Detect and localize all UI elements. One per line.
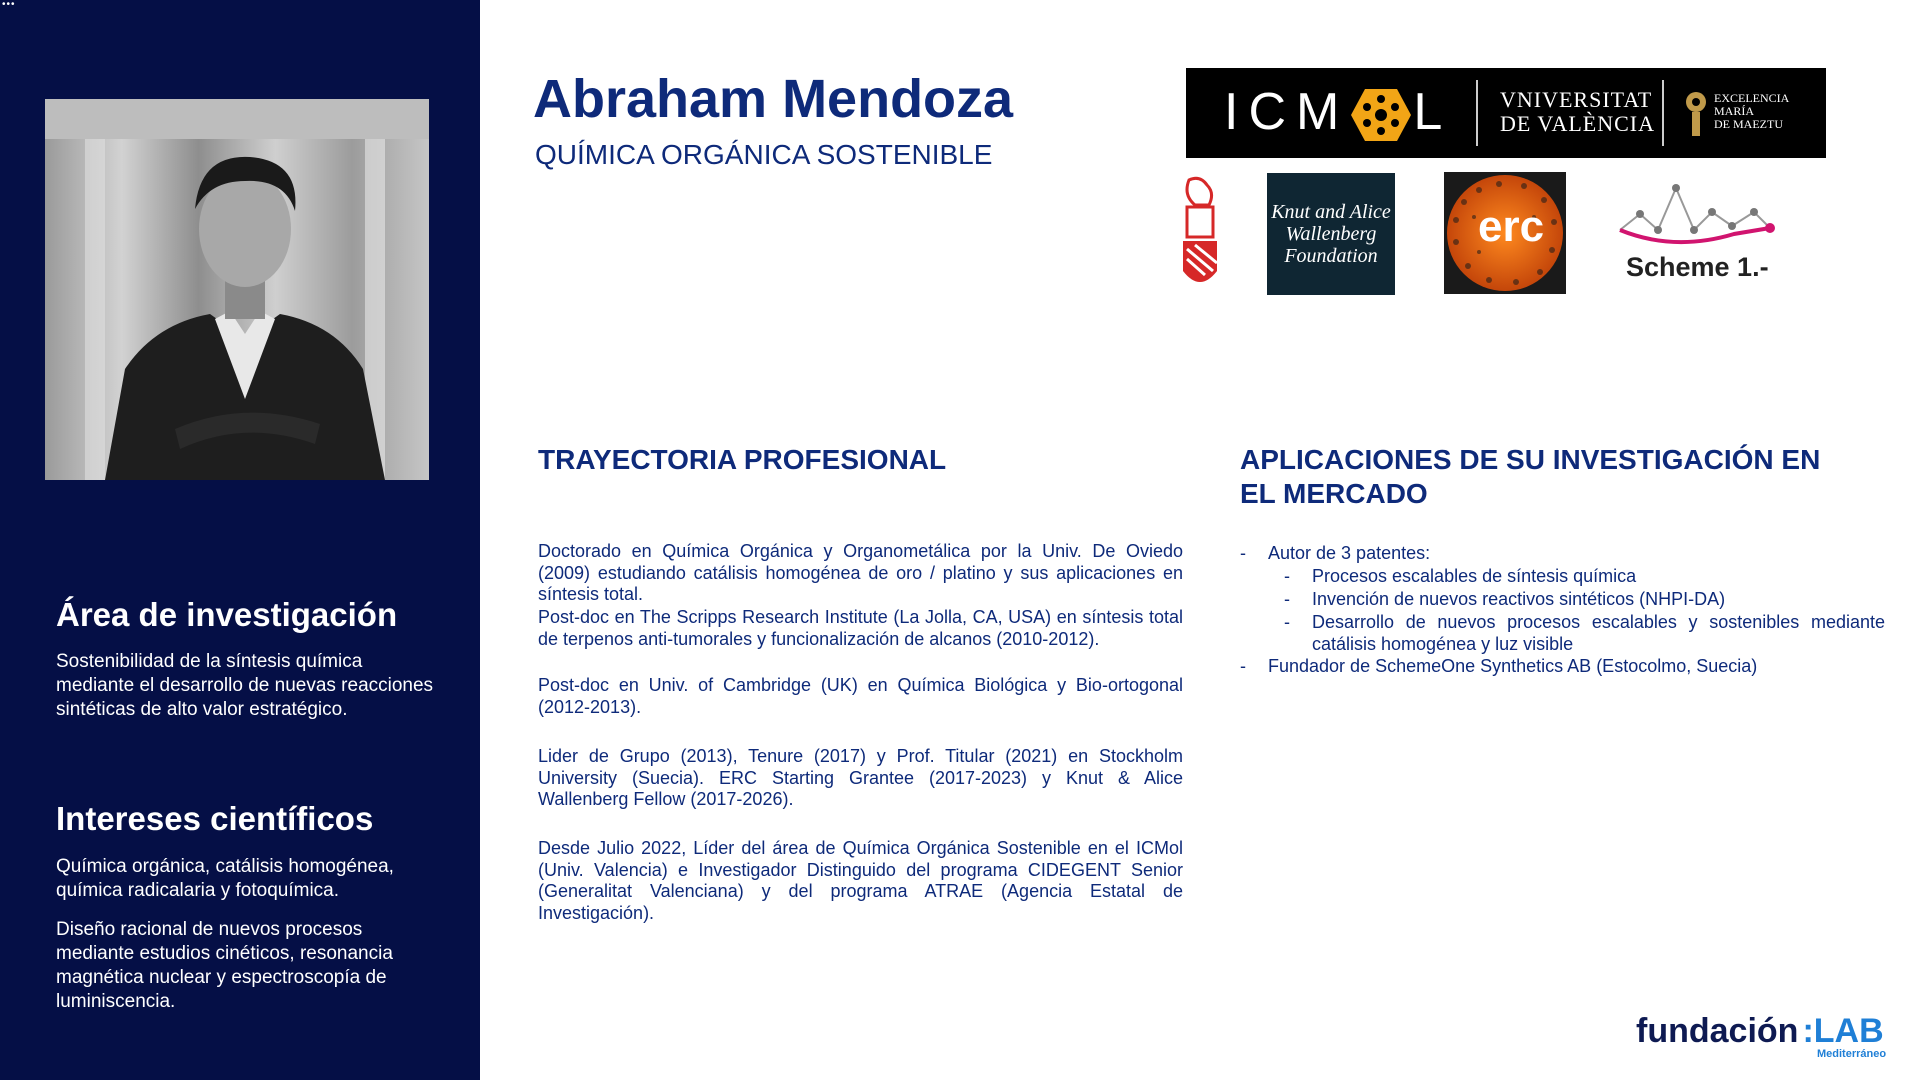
icmol-text-mid: M <box>1296 83 1350 141</box>
erc-text: erc <box>1478 202 1545 251</box>
uv-logo <box>1500 88 1655 136</box>
sidebar <box>0 0 480 1080</box>
list-subitem-text: Procesos escalables de síntesis química <box>1312 566 1637 586</box>
profile-photo <box>45 99 429 480</box>
list-subitem <box>1284 611 1885 655</box>
scheme-text: Scheme 1.- <box>1626 252 1769 282</box>
list-subitem-text: Desarrollo de nuevos procesos escalables y sostenibles mediante catálisis homogénea y luz visible <box>1312 612 1885 654</box>
applications-heading-line-1: APLICACIONES DE SU INVESTIGACIÓN EN <box>1240 444 1821 475</box>
person-subtitle: QUÍMICA ORGÁNICA SOSTENIBLE <box>535 139 993 170</box>
logo-divider <box>1476 80 1478 146</box>
bullet-dash: - <box>1284 566 1290 586</box>
trajectory-p5: Desde Julio 2022, Líder del área de Química Orgánica Sostenible en el ICMol (Univ. Valencia) e Investigador Distinguido del programa CIDEGENT Senior (Generalitat Valenciana) y del programa ATRAE (Agencia Estatal de Investigación). <box>538 838 1183 923</box>
maeztu-logo <box>1714 92 1789 131</box>
institution-logo-bar <box>1186 68 1826 158</box>
exc-line-1: EXCELENCIA <box>1714 91 1790 105</box>
trajectory-p3: Post-doc en Univ. of Cambridge (UK) en Química Biológica y Bio-ortogonal (2012-2013). <box>538 675 1183 717</box>
trajectory-p4: Lider de Grupo (2013), Tenure (2017) y Prof. Titular (2021) en Stockholm University (Suecia). ERC Starting Grantee (2017-2023) y Knut & Alice Wallenberg Fellow (2017-2026). <box>538 746 1183 809</box>
trajectory-heading: TRAYECTORIA PROFESIONAL <box>538 444 947 475</box>
scheme-one-logo <box>1614 182 1784 292</box>
generalitat-shield-icon <box>1175 175 1225 295</box>
wallenberg-logo <box>1267 173 1395 295</box>
exc-line-3: DE MAEZTU <box>1714 117 1783 131</box>
icmol-text-right: L <box>1413 83 1453 141</box>
list-item <box>1240 655 1885 678</box>
trajectory-p1: Doctorado en Química Orgánica y Organometálica por la Univ. De Oviedo (2009) estudiando catálisis homogénea de oro / platino y sus aplicaciones en síntesis total. <box>538 541 1183 604</box>
kaw-line-3: Foundation <box>1284 245 1378 267</box>
applications-heading <box>1240 443 1820 511</box>
kaw-line-2: Wallenberg <box>1285 223 1377 245</box>
research-area-heading: Área de investigación <box>56 596 398 633</box>
trajectory-p2: Post-doc en The Scripps Research Institute (La Jolla, CA, USA) en síntesis total de terpenos anti-tumorales y funcionalización de alcanos (2010-2012). <box>538 607 1183 649</box>
list-subitem <box>1284 565 1885 588</box>
bullet-dash: - <box>1284 612 1290 632</box>
logo-divider <box>1662 80 1664 146</box>
bullet-dash: - <box>1240 543 1246 563</box>
uv-line-1: VNIVERSITAT <box>1500 87 1653 112</box>
erc-logo <box>1444 172 1566 294</box>
brand-subtitle: Mediterráneo <box>1817 1048 1887 1060</box>
person-silhouette-icon <box>45 99 429 480</box>
icmol-logo <box>1224 82 1452 143</box>
exc-line-2: MARÍA <box>1714 104 1755 118</box>
fundacion-lab-logo <box>1636 1012 1884 1051</box>
uv-line-2: DE VALÈNCIA <box>1500 111 1656 136</box>
interests-text-1: Química orgánica, catálisis homogénea, química radicalaria y fotoquímica. <box>56 856 394 901</box>
research-area-text: Sostenibilidad de la síntesis química mediante el desarrollo de nuevas reacciones sintéticas de alto valor estratégico. <box>56 651 434 720</box>
list-item-text: Fundador de SchemeOne Synthetics AB (Estocolmo, Suecia) <box>1268 656 1758 676</box>
list-subitem-text: Invención de nuevos reactivos sintéticos (NHPI-DA) <box>1312 589 1726 609</box>
brand-lab-text: LAB <box>1813 1012 1884 1050</box>
bullet-dash: - <box>1240 656 1246 676</box>
icmol-text-left: IC <box>1224 83 1296 141</box>
person-name: Abraham Mendoza <box>533 69 1014 129</box>
bullet-dash: - <box>1284 589 1290 609</box>
kaw-line-1: Knut and Alice <box>1271 201 1391 223</box>
interests-text-2: Diseño racional de nuevos procesos mediante estudios cinéticos, resonancia magnética nuclear y espectroscopía de luminiscencia. <box>56 919 393 1012</box>
brand-colon-icon: : <box>1802 1012 1814 1050</box>
applications-heading-line-2: EL MERCADO <box>1240 478 1428 509</box>
list-item-text: Autor de 3 patentes: <box>1268 543 1431 563</box>
applications-list <box>1240 542 1885 678</box>
generalitat-logo <box>1175 175 1225 295</box>
seal-icon <box>1684 90 1708 143</box>
hexagon-icon <box>1349 87 1413 143</box>
scheme-graph-icon <box>1614 182 1784 252</box>
list-subitem <box>1284 588 1885 611</box>
corner-mark: ••• <box>2 0 16 10</box>
brand-text: fundación <box>1636 1012 1799 1050</box>
list-item <box>1240 542 1885 565</box>
interests-heading: Intereses científicos <box>56 800 374 837</box>
